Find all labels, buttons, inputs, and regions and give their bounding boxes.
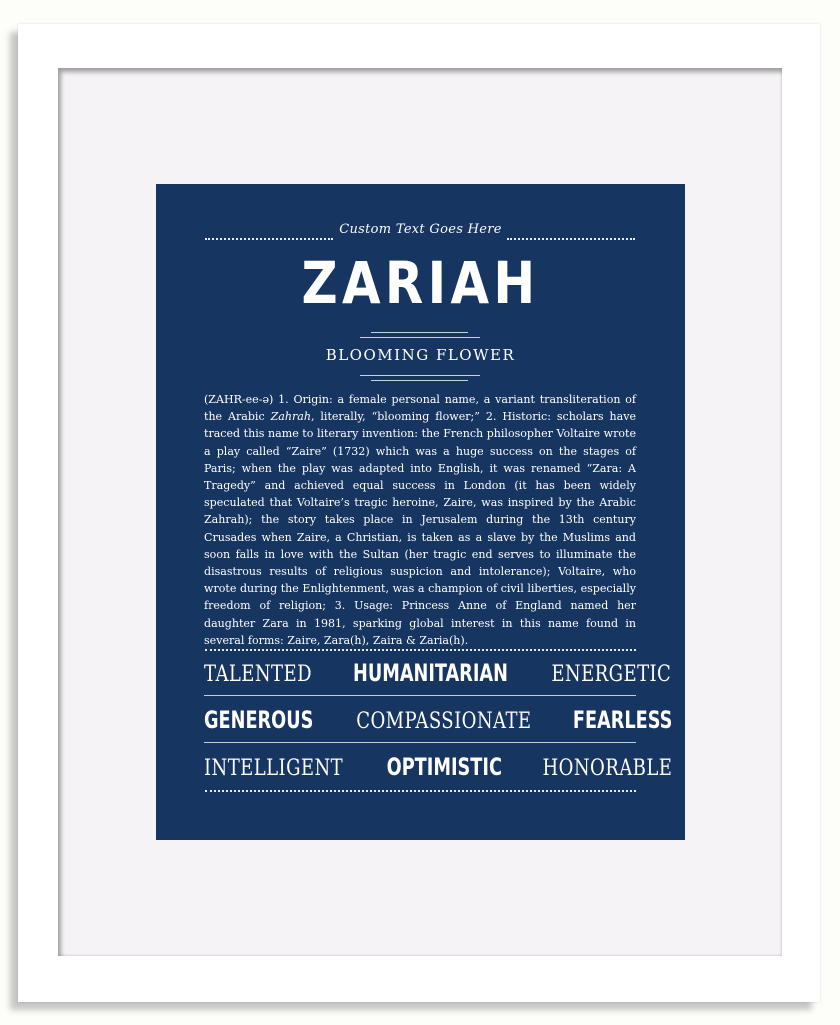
name-meaning: BLOOMING FLOWER	[325, 346, 516, 364]
trait-word: OPTIMISTIC	[386, 753, 502, 781]
trait-word: COMPASSIONATE	[356, 709, 532, 734]
tagline-dots-left	[205, 238, 333, 240]
traits-divider-2	[204, 742, 636, 743]
name-print	[156, 184, 685, 840]
definition-text: (ZAHR-ee-ə) 1. Origin: a female personal name, a variant transliteration of the Arabic	[204, 393, 636, 424]
traits-row-1	[204, 658, 671, 690]
trait-word: HONORABLE	[542, 756, 673, 781]
picture-frame	[18, 24, 820, 1002]
traits-row-3	[204, 752, 673, 784]
trait-word: GENEROUS	[204, 706, 314, 734]
meaning-rule-bottom-2	[371, 380, 468, 381]
meaning-rule-bottom	[360, 375, 480, 376]
traits-dots-top	[205, 649, 636, 651]
meaning-rule-top-2	[360, 337, 480, 338]
trait-word: ENERGETIC	[550, 662, 671, 687]
name-title: ZARIAH	[301, 249, 540, 317]
meaning-rule-top	[371, 332, 468, 333]
traits-divider-1	[204, 695, 636, 696]
definition-emphasis: Zahrah	[270, 410, 311, 424]
traits-row-2	[204, 705, 673, 737]
trait-word: TALENTED	[204, 662, 312, 687]
custom-tagline: Custom Text Goes Here	[339, 222, 502, 237]
traits-dots-bottom	[205, 790, 636, 792]
tagline-dots-right	[507, 238, 635, 240]
name-definition	[204, 391, 636, 649]
trait-word: INTELLIGENT	[204, 756, 344, 781]
trait-word: FEARLESS	[572, 706, 673, 734]
trait-word: HUMANITARIAN	[352, 659, 508, 687]
definition-text-cont: , literally, “blooming flower;” 2. Historic: scholars have traced this name to literary invention: the French philosopher Voltaire wrote a play called “Zaire” (1732) which was a huge success on the stages of Paris; when the play was adapted into English, it was renamed “Zara: A Tragedy” and achieved equal success in London (it has been widely speculated that Voltaire’s tragic heroine, Zaire, was inspired by the Arabic Zahrah); the story takes place in Jerusalem during the 13th century Crusades when Zaire, a Christian, is taken as a slave by the Muslims and soon falls in love with the Sultan (her tragic end serves to illuminate the disastrous results of religious suspicion and intolerance); Voltaire, who wrote during the Enlightenment, was a champion of civil liberties, especially freedom of religion; 3. Usage: Princess Anne of England named her daughter Zara in 1981, sparking global interest in this name found in several forms: Zaire, Zara(h), Zaira & Zaria(h).	[204, 410, 636, 647]
